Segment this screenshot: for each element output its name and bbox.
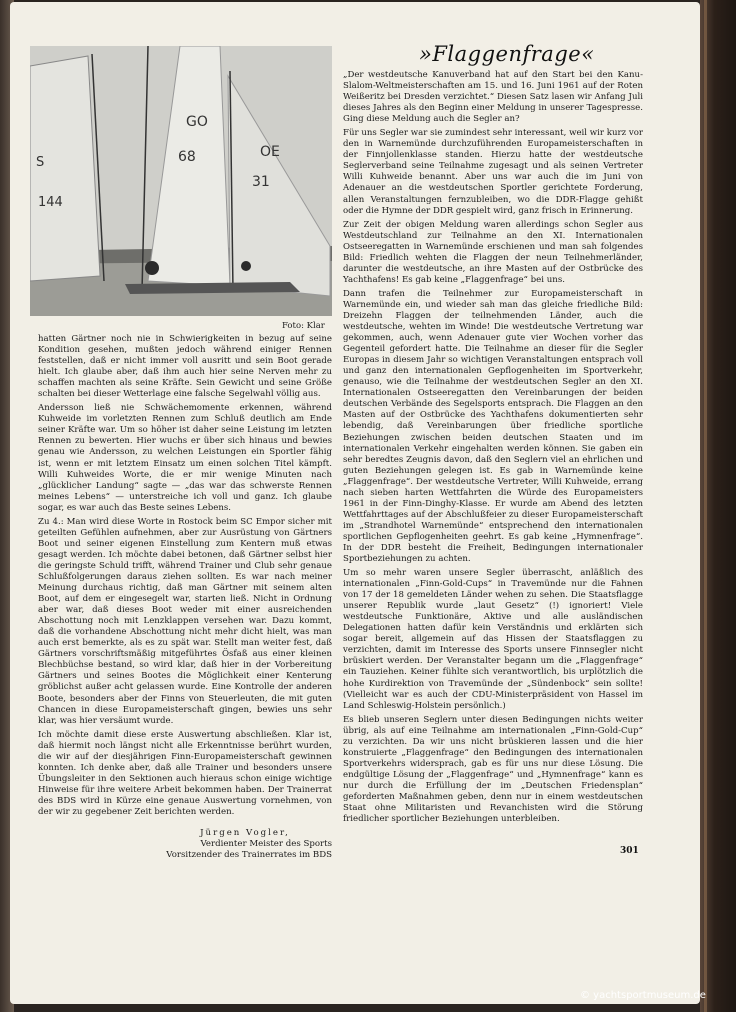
paragraph: Ich möchte damit diese erste Auswertung abschließen. Klar ist, daß hiermit noch längst nicht alle Erkenntnisse berührt wurden, die wir auf der diesjährigen Finn-Europameisterschaft gewinnen konnten. Ich denke aber, daß alle Trainer und besonders unsere Übungsleiter in den Sektionen auch hieraus schon einige wichtige Hinweise für ihre weitere Arbeit bekommen haben. Der Trainerrat des BDS wird in Kürze eine genaue Auswertung vornehmen, von der wir zu gegebener Zeit berichten werden.	[38, 729, 332, 817]
sail-mark-31: 31	[252, 174, 270, 190]
paragraph: Zur Zeit der obigen Meldung waren allerdings schon Segler aus Westdeutschland zur Teilnahme an den XI. Internationalen Ostseeregatten in Warnemünde erschienen und man sah folgendes Bild: Friedlich wehten die Flaggen der neun Teilnehmerländer, darunter die westdeutsche, an ihre Masten auf der Ostbrücke des Yachthafens! Es gab keine „Flaggenfrage“ bei uns.	[343, 219, 643, 285]
paragraph: „Der westdeutsche Kanuverband hat auf den Start bei den Kanu-Slalom-Weltmeisterschaften am 15. und 16. Juni 1961 auf der Roten Weißeritz bei Dresden verzichtet.“ Diesen Satz lasen wir Anfang Juli dieses Jahres als den Beginn einer Meldung in unserer Tagespresse. Ging diese Meldung auch die Segler an?	[343, 70, 643, 125]
article-headline: »Flaggenfrage«	[419, 42, 595, 66]
paragraph: Andersson ließ nie Schwächemomente erkennen, während Kuhweide im vorletzten Rennen zum Schluß deutlich am Ende seiner Kräfte war. Um so höher ist daher seine Leistung im letzten Rennen zu bewerten. Hier wuchs er über sich hinaus und bewies genau wie Andersson, zu welchen Leistungen ein Sportler fähig ist, wenn er mit letztem Einsatz um einen solchen Titel kämpft. Willi Kuhweides Worte, die er mir wenige Minuten nach „glücklicher Landung“ sagte — „das war das schwerste Rennen meines Lebens“ — unterstreiche ich voll und ganz. Ich glaube sogar, es war auch das Beste seines Lebens.	[38, 403, 332, 513]
paragraph: Für uns Segler war sie zumindest sehr interessant, weil wir kurz vor den in Warnemünde durchzuführenden Europameisterschaften in der Finnjollenklasse standen. Hierzu hatte der westdeutsche Seglerverband seine Teilnahme zugesagt und als seinen Vertreter Willi Kuhweide benannt. Aber uns war auch die im Juni von Adenauer an die westdeutschen Sportler gerichtete Forderung, allen Veranstaltungen fernzubleiben, wo die DDR-Flagge gehißt oder die Hymne der DDR gespielt wird, ganz frisch in Erinnerung.	[343, 128, 643, 216]
photo-caption: Foto: Klar	[282, 321, 325, 331]
sailing-photo-illustration	[30, 46, 332, 316]
paragraph: Um so mehr waren unsere Segler überrascht, anläßlich des internationalen „Finn-Gold-Cups“ in Travemünde nur die Fahnen von 17 der 18 gemeldeten Länder wehen zu sehen. Die Staatsflagge unserer Republik wurde „laut Gesetz“ (!) ignoriert! Viele westdeutsche Funktionäre, Aktive und alle ausländischen Delegationen hatten dafür kein Verständnis und erklärten sich sogar bereit, allgemein auf das Hissen der Staatsflaggen zu verzichten, damit im Interesse des Sports unsere Finnsegler nicht brüskiert werden. Der Veranstalter begann um die „Flaggenfrage“ ein Tauziehen. Keiner fühlte sich verantwortlich, bis urplötzlich die hohe Kurdirektion von Travemünde der „Sündenbock“ sein sollte! (Vielleicht war es auch der CDU-Ministerpräsident von Hassel im Land Schleswig-Holstein persönlich.)	[343, 568, 643, 711]
page-number: 301	[620, 846, 639, 856]
binding-strip	[704, 0, 707, 1012]
hull	[125, 282, 300, 294]
author-signature	[38, 828, 332, 861]
book-binding	[700, 0, 736, 1012]
sail-mark-oe: OE	[260, 144, 280, 160]
sail-mark-68: 68	[178, 149, 196, 165]
right-column	[343, 70, 643, 828]
paragraph: Zu 4.: Man wird diese Worte in Rostock beim SC Empor sicher mit geteilten Gefühlen aufnehmen, aber zur Ausrüstung von Gärtners Boot und seiner eigenen Einstellung zum Kentern muß etwas gesagt werden. Ich möchte dabei betonen, daß Gärtner selbst hier die geringste Schuld trifft, während Trainer und Club sehr genaue Schlußfolgerungen daraus ziehen sollten. Es war nach meiner Meinung durchaus richtig, daß man Gärtner mit seinem alten Boot, auf dem er eingesegelt war, starten ließ. Nicht in Ordnung aber war, daß dieses Boot weder mit einer ausreichenden Abschottung noch mit Lenzklappen versehen war. Dazu kommt, daß die vorhandene Abschottung nicht mehr dicht hielt, was man auch erst bemerkte, als es zu spät war. Stellt man weiter fest, daß Gärtners vorschriftsmäßig mitgeführtes Ösfaß aus einer kleinen Blechbüchse bestand, so wird klar, daß hier in der Vorbereitung Gärtners und seines Bootes die Möglichkeit einer Kenterung gröblichst außer acht gelassen wurde. Eine Kontrolle der anderen Boote, besonders aber der Finns von Steuerleuten, die mit guten Chancen in diese Europameisterschaft gingen, bewies uns sehr klar, was hier versäumt wurde.	[38, 516, 332, 726]
left-column	[38, 334, 332, 861]
author-name: Jürgen Vogler,	[200, 828, 290, 839]
sail-mark-s: S	[36, 155, 45, 170]
watermark: © yachtsportmuseum.de	[580, 990, 706, 1001]
sail-mark-144: 144	[38, 195, 63, 210]
sail-mark-go: GO	[186, 114, 208, 130]
paragraph: Dann trafen die Teilnehmer zur Europameisterschaft in Warnemünde ein, und wieder sah man das gleiche friedliche Bild: Dreizehn Flaggen der teilnehmenden Länder, auch die westdeutsche, wehten im Winde! Die westdeutsche Vertretung war gekommen, auch, wenn Adenauer gute vier Wochen vorher das Gegenteil gefordert hatte. Die Teilnahme an dieser für die Segler Europas in diesem Jahr so wichtigen Veranstaltungen entsprach voll und ganz den internationalen Gepflogenheiten im Sportverkehr, genauso, wie die Teilnahme der westdeutschen Segler an den XI. Internationalen Ostseeregatten den Vereinbarungen der beiden deutschen Verbände des Segelsports entsprach. Die Flaggen an den Masten auf der Ostbrücke des Yachthafens dokumentierten sehr lebendig, daß Vereinbarungen über friedliche sportliche Beziehungen zwischen beiden deutschen Staaten und im internationalen Verkehr eingehalten werden können. Sie gaben ein sehr beredtes Zeugnis davon, daß den Seglern viel an ehrlichen und guten Beziehungen gelegen ist. Es gab in Warnemünde keine „Flaggenfrage“. Der westdeutsche Vertreter, Willi Kuhweide, errang nach sieben harten Wettfahrten die Würde des Europameisters 1961 in der Finn-Dinghy-Klasse. Er wurde am Abend des letzten Wettfahrttages auf der Abschlußfeier zu dieser Europameisterschaft im „Strandhotel Warnemünde“ entsprechend den internationalen sportlichen Gepflogenheiten geehrt. Es gab keine „Hymnenfrage“. In der DDR besteht die Freiheit, Bedingungen internationaler Sportbeziehungen zu achten.	[343, 288, 643, 565]
sailing-photo	[30, 46, 332, 316]
author-title-1: Verdienter Meister des Sports	[200, 839, 332, 850]
paragraph: hatten Gärtner noch nie in Schwierigkeiten in bezug auf seine Kondition gesehen, mußten jedoch während einiger Rennen feststellen, daß er nicht immer voll ausritt und sein Boot gerade hielt. Ich glaube aber, daß ihm auch hier seine Nerven mehr zu schaffen machten als seine Kräfte. Sein Gewicht und seine Größe schalten bei dieser Wetterlage eine falsche Segelwahl völlig aus.	[38, 334, 332, 400]
author-title-2: Vorsitzender des Trainerrates im BDS	[166, 850, 332, 861]
paragraph: Es blieb unseren Seglern unter diesen Bedingungen nichts weiter übrig, als auf eine Teilnahme am internationalen „Finn-Gold-Cup“ zu verzichten. Da wir uns nicht brüskieren lassen und die hier konstruierte „Flaggenfrage“ den Bedingungen des internationalen Sportverkehrs widersprach, gab es für uns nur diese Lösung. Die endgültige Lösung der „Flaggenfrage“ und „Hymnenfrage“ kann es nur durch die Erfüllung der im „Deutschen Friedensplan“ geforderten Maßnahmen geben, denn nur in einem westdeutschen Staat ohne Militaristen und Revanchisten wird die Störung friedlicher sportlicher Beziehungen unterbleiben.	[343, 714, 643, 825]
sailor-1	[145, 261, 159, 275]
sailor-2	[241, 261, 251, 271]
